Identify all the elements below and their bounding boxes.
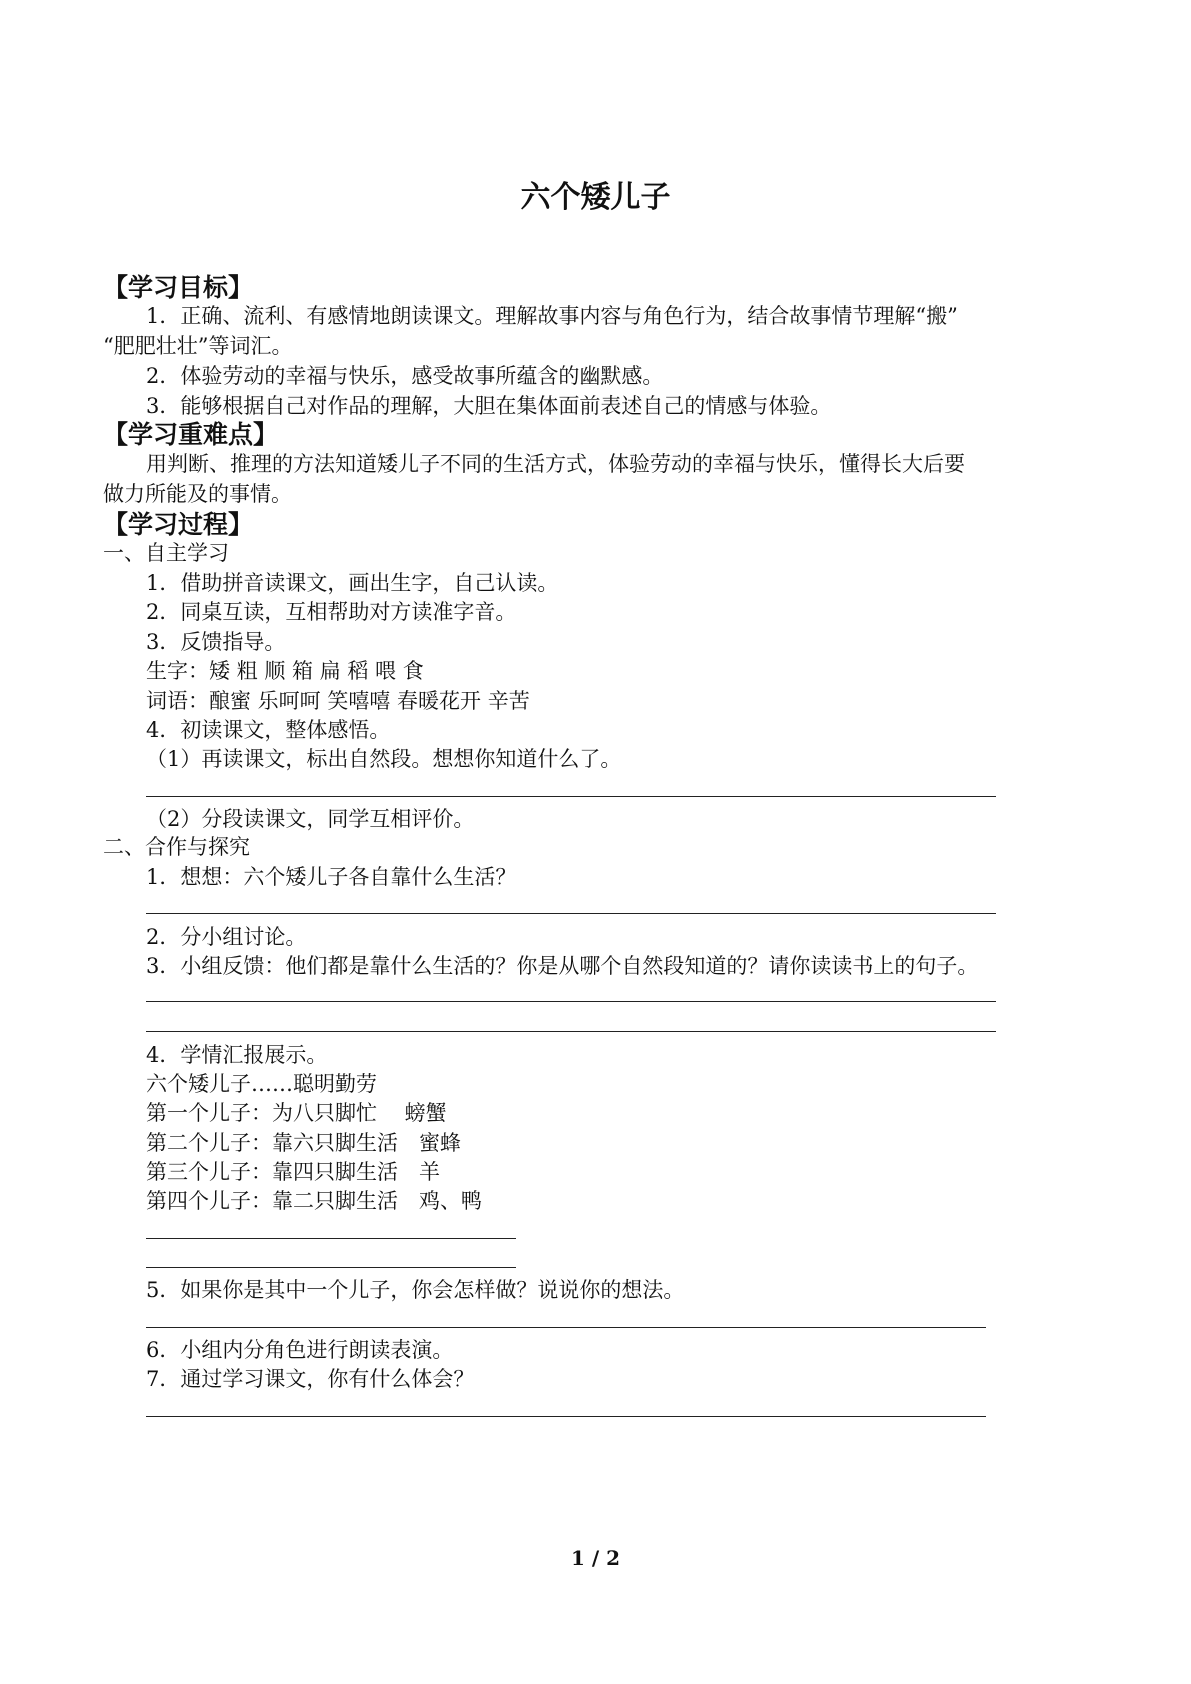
answer-line: [146, 1416, 986, 1417]
answer-line: [146, 913, 996, 914]
process-item: 6．小组内分角色进行朗读表演。: [146, 1338, 454, 1362]
goal-item: 2．体验劳动的幸福与快乐，感受故事所蕴含的幽默感。: [146, 364, 664, 388]
process-item: 生字：矮 粗 顺 箱 扁 稻 喂 食: [146, 659, 424, 683]
page-number: 1 / 2: [570, 1546, 621, 1570]
process-item: 5．如果你是其中一个儿子，你会怎样做？说说你的想法。: [146, 1278, 685, 1302]
son-line: 第一个儿子：为八只脚忙 螃蟹: [146, 1101, 447, 1125]
document-title: 六个矮儿子: [520, 180, 671, 215]
son-line: 第二个儿子：靠六只脚生活 蜜蜂: [146, 1131, 461, 1155]
goal-item: “肥肥壮壮”等词汇。: [103, 334, 293, 358]
answer-line: [146, 1267, 516, 1268]
key-point-line: 用判断、推理的方法知道矮儿子不同的生活方式，体验劳动的幸福与快乐，懂得长大后要: [146, 452, 965, 476]
process-item: 4．初读课文，整体感悟。: [146, 718, 391, 742]
process-item: 词语：酿蜜 乐呵呵 笑嘻嘻 春暖花开 辛苦: [146, 689, 530, 713]
answer-line: [146, 1238, 516, 1239]
son-line: 第三个儿子：靠四只脚生活 羊: [146, 1160, 440, 1184]
answer-line: [146, 1031, 996, 1032]
subsection-title: 二、合作与探究: [103, 835, 250, 859]
goal-item: 1．正确、流利、有感情地朗读课文。理解故事内容与角色行为，结合故事情节理解“搬”: [146, 304, 958, 328]
process-item: 3．小组反馈：他们都是靠什么生活的？你是从哪个自然段知道的？请你读读书上的句子。: [146, 954, 979, 978]
subsection-title: 一、自主学习: [103, 541, 229, 565]
summary-line: 六个矮儿子……聪明勤劳: [146, 1072, 377, 1096]
process-item: 7．通过学习课文，你有什么体会？: [146, 1367, 475, 1391]
answer-line: [146, 1327, 986, 1328]
section-heading-goals: 【学习目标】: [103, 273, 254, 302]
son-line: 第四个儿子：靠二只脚生活 鸡、鸭: [146, 1189, 482, 1213]
process-item: 2．分小组讨论。: [146, 925, 307, 949]
process-item: 3．反馈指导。: [146, 630, 286, 654]
section-heading-key-points: 【学习重难点】: [103, 420, 279, 449]
process-item: 2．同桌互读，互相帮助对方读准字音。: [146, 600, 517, 624]
key-point-line: 做力所能及的事情。: [103, 482, 292, 506]
goal-item: 3．能够根据自己对作品的理解，大胆在集体面前表述自己的情感与体验。: [146, 394, 832, 418]
answer-line: [146, 1001, 996, 1002]
process-item: 1．想想：六个矮儿子各自靠什么生活？: [146, 865, 517, 889]
section-heading-process: 【学习过程】: [103, 510, 254, 539]
answer-line: [146, 796, 996, 797]
process-item: （2）分段读课文，同学互相评价。: [146, 807, 475, 831]
process-item: 1．借助拼音读课文，画出生字，自己认读。: [146, 571, 559, 595]
process-item: 4．学情汇报展示。: [146, 1043, 328, 1067]
process-item: （1）再读课文，标出自然段。想想你知道什么了。: [146, 747, 622, 771]
